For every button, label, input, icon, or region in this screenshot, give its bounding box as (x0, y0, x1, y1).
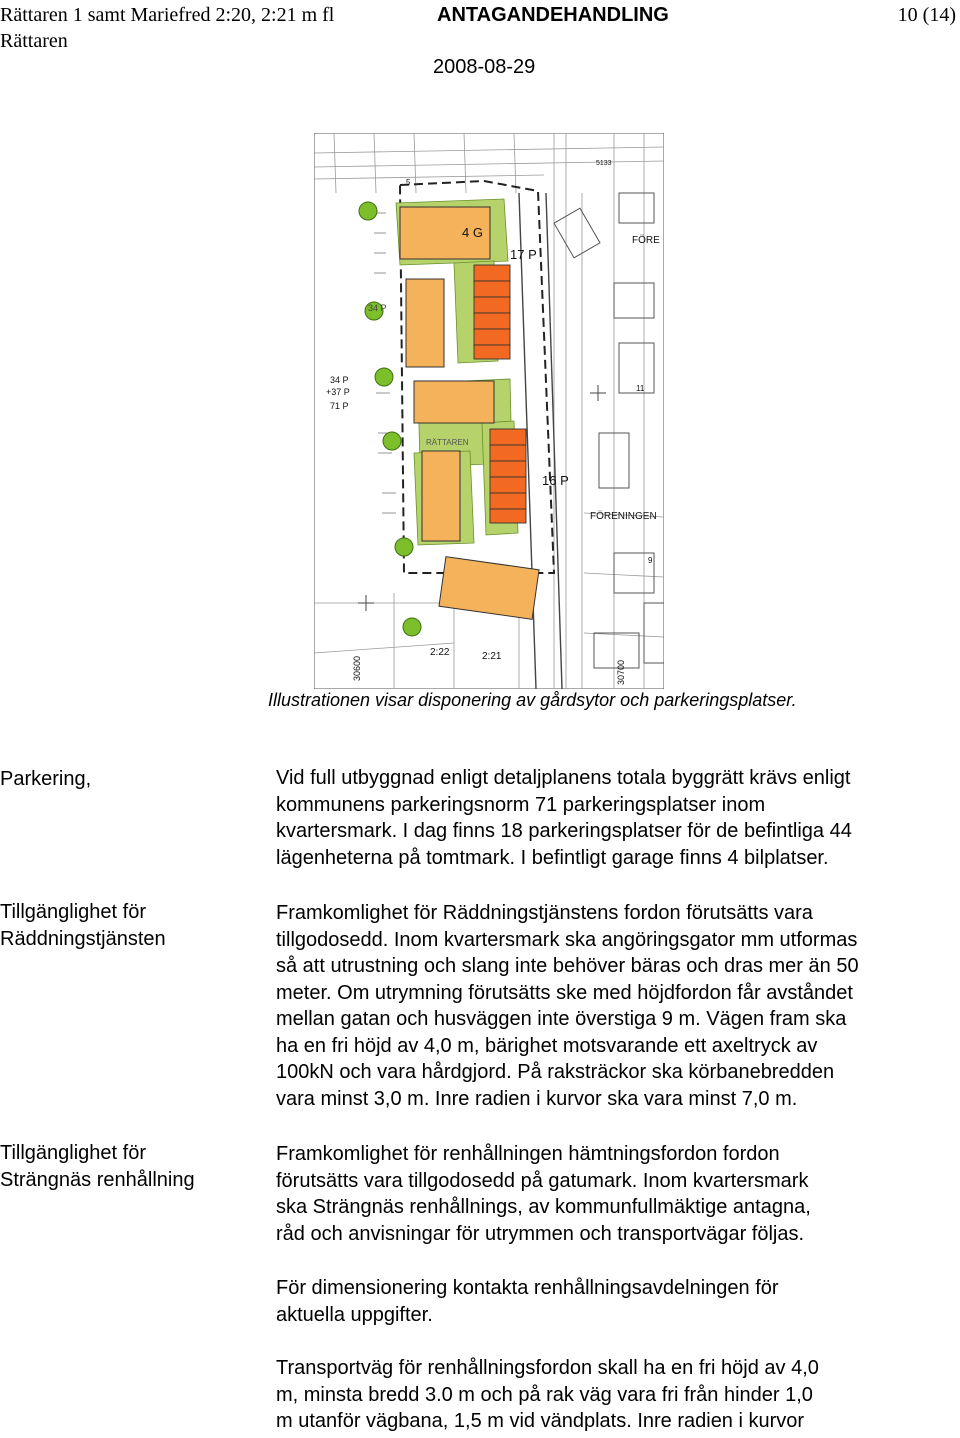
paragraph-line: meter. Om utrymning förutsätts ske med höjdfordon får avståndet (276, 981, 853, 1004)
page-number: 10 (14) (897, 4, 956, 26)
paragraph-line: ska Strängnäs renhållnings, av kommunfullmäktige antagna, (276, 1196, 811, 1218)
paragraph-line: aktuella uppgifter. (276, 1303, 433, 1326)
paragraph-line: vara minst 3,0 m. Inre radien i kurvor ska vara minst 7,0 m. (276, 1087, 798, 1110)
label-block: RÄTTAREN (426, 438, 469, 447)
paragraph-line: 100kN och vara hårdgjord. På raksträckor ska körbanebredden (276, 1061, 835, 1083)
document-date: 2008-08-29 (433, 56, 536, 78)
paragraph-line: Framkomlighet för renhållningen hämtningsfordon fordon (276, 1143, 780, 1165)
label-coord-a: 30600 (352, 655, 362, 681)
label-parking-17: 17 P (510, 247, 537, 262)
site-plan-map (314, 133, 664, 689)
paragraph-line: m, minsta bredd 3.0 m och på rak väg vara fri från hinder 1,0 (276, 1383, 813, 1406)
paragraph-line: Vid full utbyggnad enligt detaljplanens totala byggrätt krävs enligt (276, 767, 851, 789)
paragraph-transport-route (276, 1355, 960, 1435)
document-status: ANTAGANDEHANDLING (437, 4, 669, 26)
label-parking-sum-1: 34 P (330, 375, 349, 385)
paragraph-line: lägenheterna på tomtmark. I befintligt garage finns 4 bilplatser. (276, 846, 829, 869)
label-parking-sum-3: 71 P (330, 401, 349, 411)
paragraph-line: Transportväg för renhållningsfordon skall ha en fri höjd av 4,0 (276, 1357, 819, 1379)
paragraph-dimensioning (276, 1275, 960, 1328)
paragraph-line: m utanför vägbana, 1,5 m vid vändplats. Inre radien i kurvor (276, 1410, 805, 1432)
label-num-9: 9 (648, 556, 653, 565)
paragraph-line: förutsätts vara tillgodosedd på gatumark. Inom kvartersmark (276, 1169, 809, 1192)
paragraph-rescue-access (276, 900, 960, 1112)
paragraph-line: så att utrustning och slang inte behöver bäras och dras mer än 50 (276, 955, 859, 977)
label-lot-b: 2:21 (482, 651, 502, 662)
side-heading-waste-line-1: Tillgänglighet för (0, 1142, 147, 1164)
label-coord-b: 30700 (616, 659, 626, 685)
paragraph-line: mellan gatan och husväggen inte överstiga 9 m. Vägen fram ska (276, 1008, 847, 1030)
label-parking-34: 34 P (368, 303, 387, 313)
label-garage: 4 G (462, 225, 483, 240)
paragraph-line: kommunens parkeringsnorm 71 parkeringsplatser inom (276, 793, 766, 816)
side-heading-waste-line-2: Strängnäs renhållning (0, 1169, 195, 1191)
side-heading-rescue-line-2: Räddningstjänsten (0, 928, 166, 950)
label-street: FÖRENINGEN (590, 511, 657, 522)
label-num-11: 11 (636, 384, 645, 393)
side-heading-parking-text: Parkering, (0, 768, 92, 790)
paragraph-waste-access (276, 1141, 960, 1247)
side-heading-rescue-line-1: Tillgänglighet för (0, 901, 147, 923)
label-parking-16: 16 P (542, 473, 569, 488)
label-num-5133: 5133 (596, 160, 612, 167)
document-reference (0, 2, 334, 54)
paragraph-parking (276, 765, 960, 871)
figure-caption: Illustrationen visar disponering av gårdsytor och parkeringsplatser. (268, 690, 797, 710)
paragraph-line: råd och anvisningar för utrymmen och transportvägar följas. (276, 1222, 805, 1245)
paragraph-line: kvartersmark. I dag finns 18 parkeringsplatser för de befintliga 44 (276, 820, 852, 842)
paragraph-line: ha en fri höjd av 4,0 m, bärighet motsvarande ett axeltryck av (276, 1034, 818, 1057)
paragraph-line: tillgodosedd. Inom kvartersmark ska angöringsgator mm utformas (276, 928, 858, 951)
side-heading-waste (0, 1140, 250, 1194)
reference-line-2: Rättaren (0, 30, 68, 52)
paragraph-line: Framkomlighet för Räddningstjänstens fordon förutsätts vara (276, 902, 813, 924)
label-street-short: FÖRE (632, 235, 660, 246)
side-heading-rescue (0, 899, 250, 953)
label-lot-a: 2:22 (430, 647, 450, 658)
label-num-5: 5 (406, 178, 411, 187)
reference-line-1: Rättaren 1 samt Mariefred 2:20, 2:21 m fl (0, 4, 335, 26)
side-heading-parking (0, 766, 250, 793)
paragraph-line: För dimensionering kontakta renhållningsavdelningen för (276, 1277, 779, 1299)
label-parking-sum-2: +37 P (326, 387, 350, 397)
